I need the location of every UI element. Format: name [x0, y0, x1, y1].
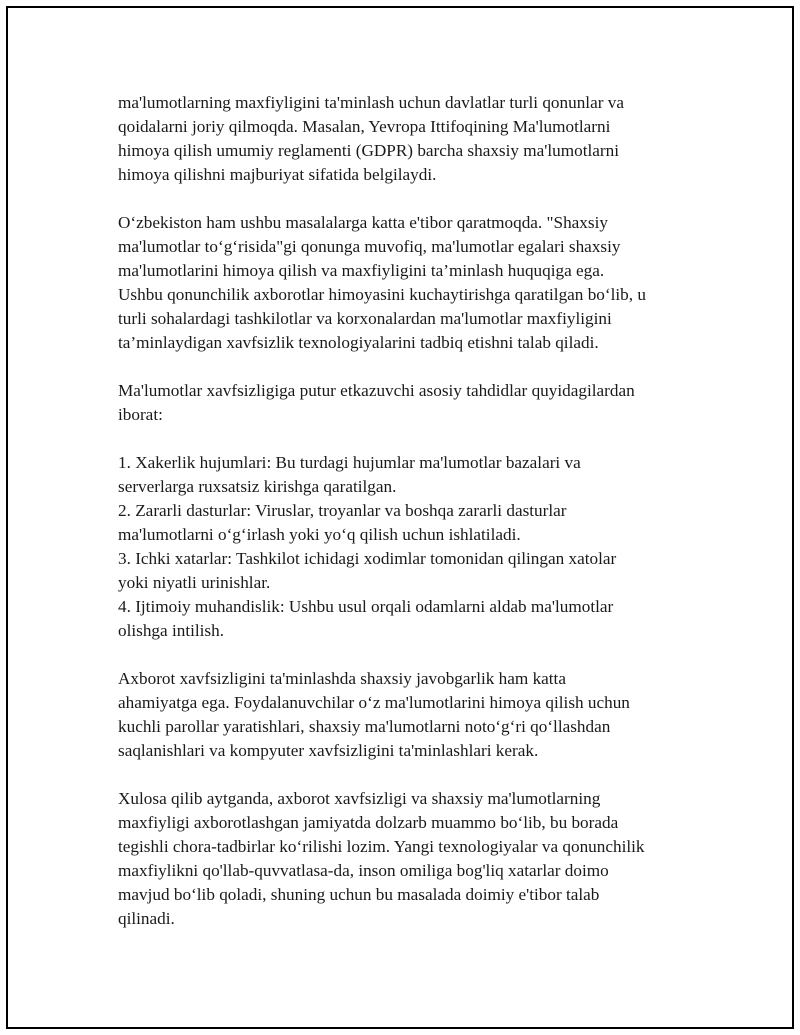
paragraph-gdpr	[118, 91, 698, 187]
text-line: Ushbu qonunchilik axborotlar himoyasini kuchaytirishga qaratilgan bo‘lib, u	[118, 285, 646, 304]
text-line: Ma'lumotlar xavfsizligiga putur etkazuvchi asosiy tahdidlar quyidagilardan	[118, 381, 635, 400]
paragraph-conclusion	[118, 787, 698, 931]
text-line: ma'lumotlarini himoya qilish va maxfiyligini ta’minlash huquqiga ega.	[118, 261, 605, 280]
text-line: Axborot xavfsizligini ta'minlashda shaxsiy javobgarlik ham katta	[118, 669, 566, 688]
text-line: qilinadi.	[118, 909, 175, 928]
text-line: turli sohalardagi tashkilotlar va korxonalardan ma'lumotlar maxfiyligini	[118, 309, 612, 328]
list-item: 3. Ichki xatarlar: Tashkilot ichidagi xodimlar tomonidan qilingan xatolar	[118, 549, 617, 568]
text-line: himoya qilishni majburiyat sifatida belgilaydi.	[118, 165, 437, 184]
text-line: saqlanishlari va kompyuter xavfsizligini ta'minlashlari kerak.	[118, 741, 539, 760]
text-line: O‘zbekiston ham ushbu masalalarga katta e'tibor qaratmoqda. "Shaxsiy	[118, 213, 608, 232]
text-line: qoidalarni joriy qilmoqda. Masalan, Yevropa Ittifoqining Ma'lumotlarni	[118, 117, 611, 136]
list-item: serverlarga ruxsatsiz kirishga qaratilgan.	[118, 477, 397, 496]
threats-list	[118, 451, 698, 643]
paragraph-threats-intro	[118, 379, 698, 427]
list-item: 4. Ijtimoiy muhandislik: Ushbu usul orqali odamlarni aldab ma'lumotlar	[118, 597, 614, 616]
document-body	[118, 91, 698, 955]
text-line: mavjud bo‘lib qoladi, shuning uchun bu masalada doimiy e'tibor talab	[118, 885, 600, 904]
text-line: maxfiylikni qo'llab-quvvatlasa-da, inson omiliga bog'liq xatarlar doimo	[118, 861, 609, 880]
text-line: iborat:	[118, 405, 163, 424]
text-line: ahamiyatga ega. Foydalanuvchilar o‘z ma'lumotlarini himoya qilish uchun	[118, 693, 630, 712]
text-line: ma'lumotlar to‘g‘risida"gi qonunga muvofiq, ma'lumotlar egalari shaxsiy	[118, 237, 621, 256]
list-item: yoki niyatli urinishlar.	[118, 573, 271, 592]
text-line: kuchli parollar yaratishlari, shaxsiy ma'lumotlarni noto‘g‘ri qo‘llashdan	[118, 717, 611, 736]
text-line: Xulosa qilib aytganda, axborot xavfsizligi va shaxsiy ma'lumotlarning	[118, 789, 601, 808]
list-item: olishga intilish.	[118, 621, 224, 640]
list-item: 2. Zararli dasturlar: Viruslar, troyanlar va boshqa zararli dasturlar	[118, 501, 567, 520]
text-line: maxfiyligi axborotlashgan jamiyatda dolzarb muammo bo‘lib, bu borada	[118, 813, 619, 832]
list-item: ma'lumotlarni o‘g‘irlash yoki yo‘q qilish uchun ishlatiladi.	[118, 525, 521, 544]
list-item: 1. Xakerlik hujumlari: Bu turdagi hujumlar ma'lumotlar bazalari va	[118, 453, 581, 472]
paragraph-uzbekistan	[118, 211, 698, 355]
text-line: himoya qilish umumiy reglamenti (GDPR) barcha shaxsiy ma'lumotlarni	[118, 141, 619, 160]
text-line: ma'lumotlarning maxfiyligini ta'minlash uchun davlatlar turli qonunlar va	[118, 93, 624, 112]
paragraph-personal-responsibility	[118, 667, 698, 763]
text-line: ta’minlaydigan xavfsizlik texnologiyalarini tadbiq etishni talab qiladi.	[118, 333, 599, 352]
text-line: tegishli chora-tadbirlar ko‘rilishi lozim. Yangi texnologiyalar va qonunchilik	[118, 837, 645, 856]
